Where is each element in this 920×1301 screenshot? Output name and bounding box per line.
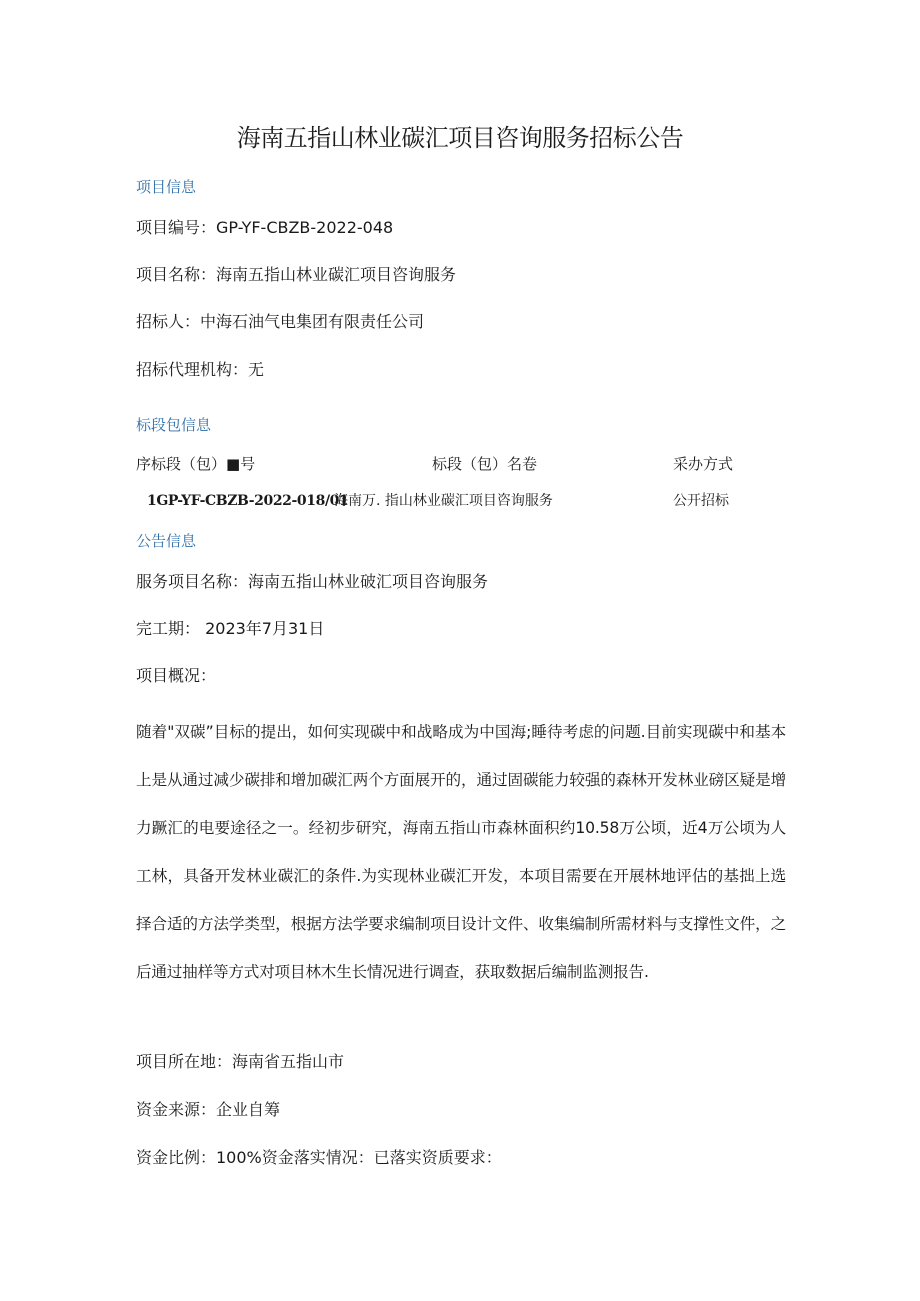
section-heading-lot-info: 标段包信息 bbox=[136, 416, 212, 434]
tender-agency: 招标代理机构：无 bbox=[136, 360, 265, 379]
tenderer: 招标人：中海石油气电集团有限责任公司 bbox=[136, 312, 425, 331]
fund-ratio: 资金比例：100%资金落实情况：已落实资质要求： bbox=[136, 1148, 502, 1167]
service-project-name: 服务项目名称：海南五指山林业破汇项目咨询服务 bbox=[136, 572, 489, 591]
section-heading-project-info: 项目信息 bbox=[136, 178, 197, 196]
table-header-method: 采办方式 bbox=[673, 455, 734, 473]
overview-label: 项目概况： bbox=[136, 666, 217, 685]
project-number: 项目编号：GP-YF-CBZB-2022-048 bbox=[136, 218, 394, 237]
fund-source: 资金来源：企业自筹 bbox=[136, 1100, 281, 1119]
lot-method: 公开招标 bbox=[673, 493, 729, 509]
overview-paragraph: 随着"双碳”目标的提出，如何实现碳中和战略成为中国海;睡待考虑的问题.目前实现碳中和基本上是从通过减少碳排和增加碳汇两个方面展开的，通过固碳能力较强的森林开发林业磅区疑是增力蹶汇的电要途径之一。经初步研究，海南五指山市森林面积约10.58万公顷，近4万公顷为人工林，具备开发林业碳汇的条件.为实现林业碳汇开发，本项目需要在开展林地评估的基拙上选择合适的方法学类型，根据方法学要求编制项目设计文件、收集编制所需材料与支撑性文件，之后通过抽样等方式对项目林木生长情况进行调查，获取数据后编制监测报告. bbox=[136, 723, 786, 981]
section-heading-notice-info: 公告信息 bbox=[136, 532, 197, 550]
table-header-lot-name: 标段（包）名卷 bbox=[432, 455, 538, 473]
lot-name: 海南万. 指山林业碳汇项目咨询服务 bbox=[334, 493, 553, 509]
document-title: 海南五指山林业碳汇项目咨询服务招标公告 bbox=[236, 124, 684, 152]
lot-seq-number: 1GP-YF-CBZB-2022-018/01 bbox=[147, 493, 349, 509]
completion-date: 完工期： 2023年7月31日 bbox=[136, 619, 325, 638]
project-location: 项目所在地：海南省五指山市 bbox=[136, 1052, 345, 1071]
table-header-seq-number: 序标段（包）■号 bbox=[136, 455, 256, 473]
project-name: 项目名称：海南五指山林业碳汇项目咨询服务 bbox=[136, 265, 457, 284]
